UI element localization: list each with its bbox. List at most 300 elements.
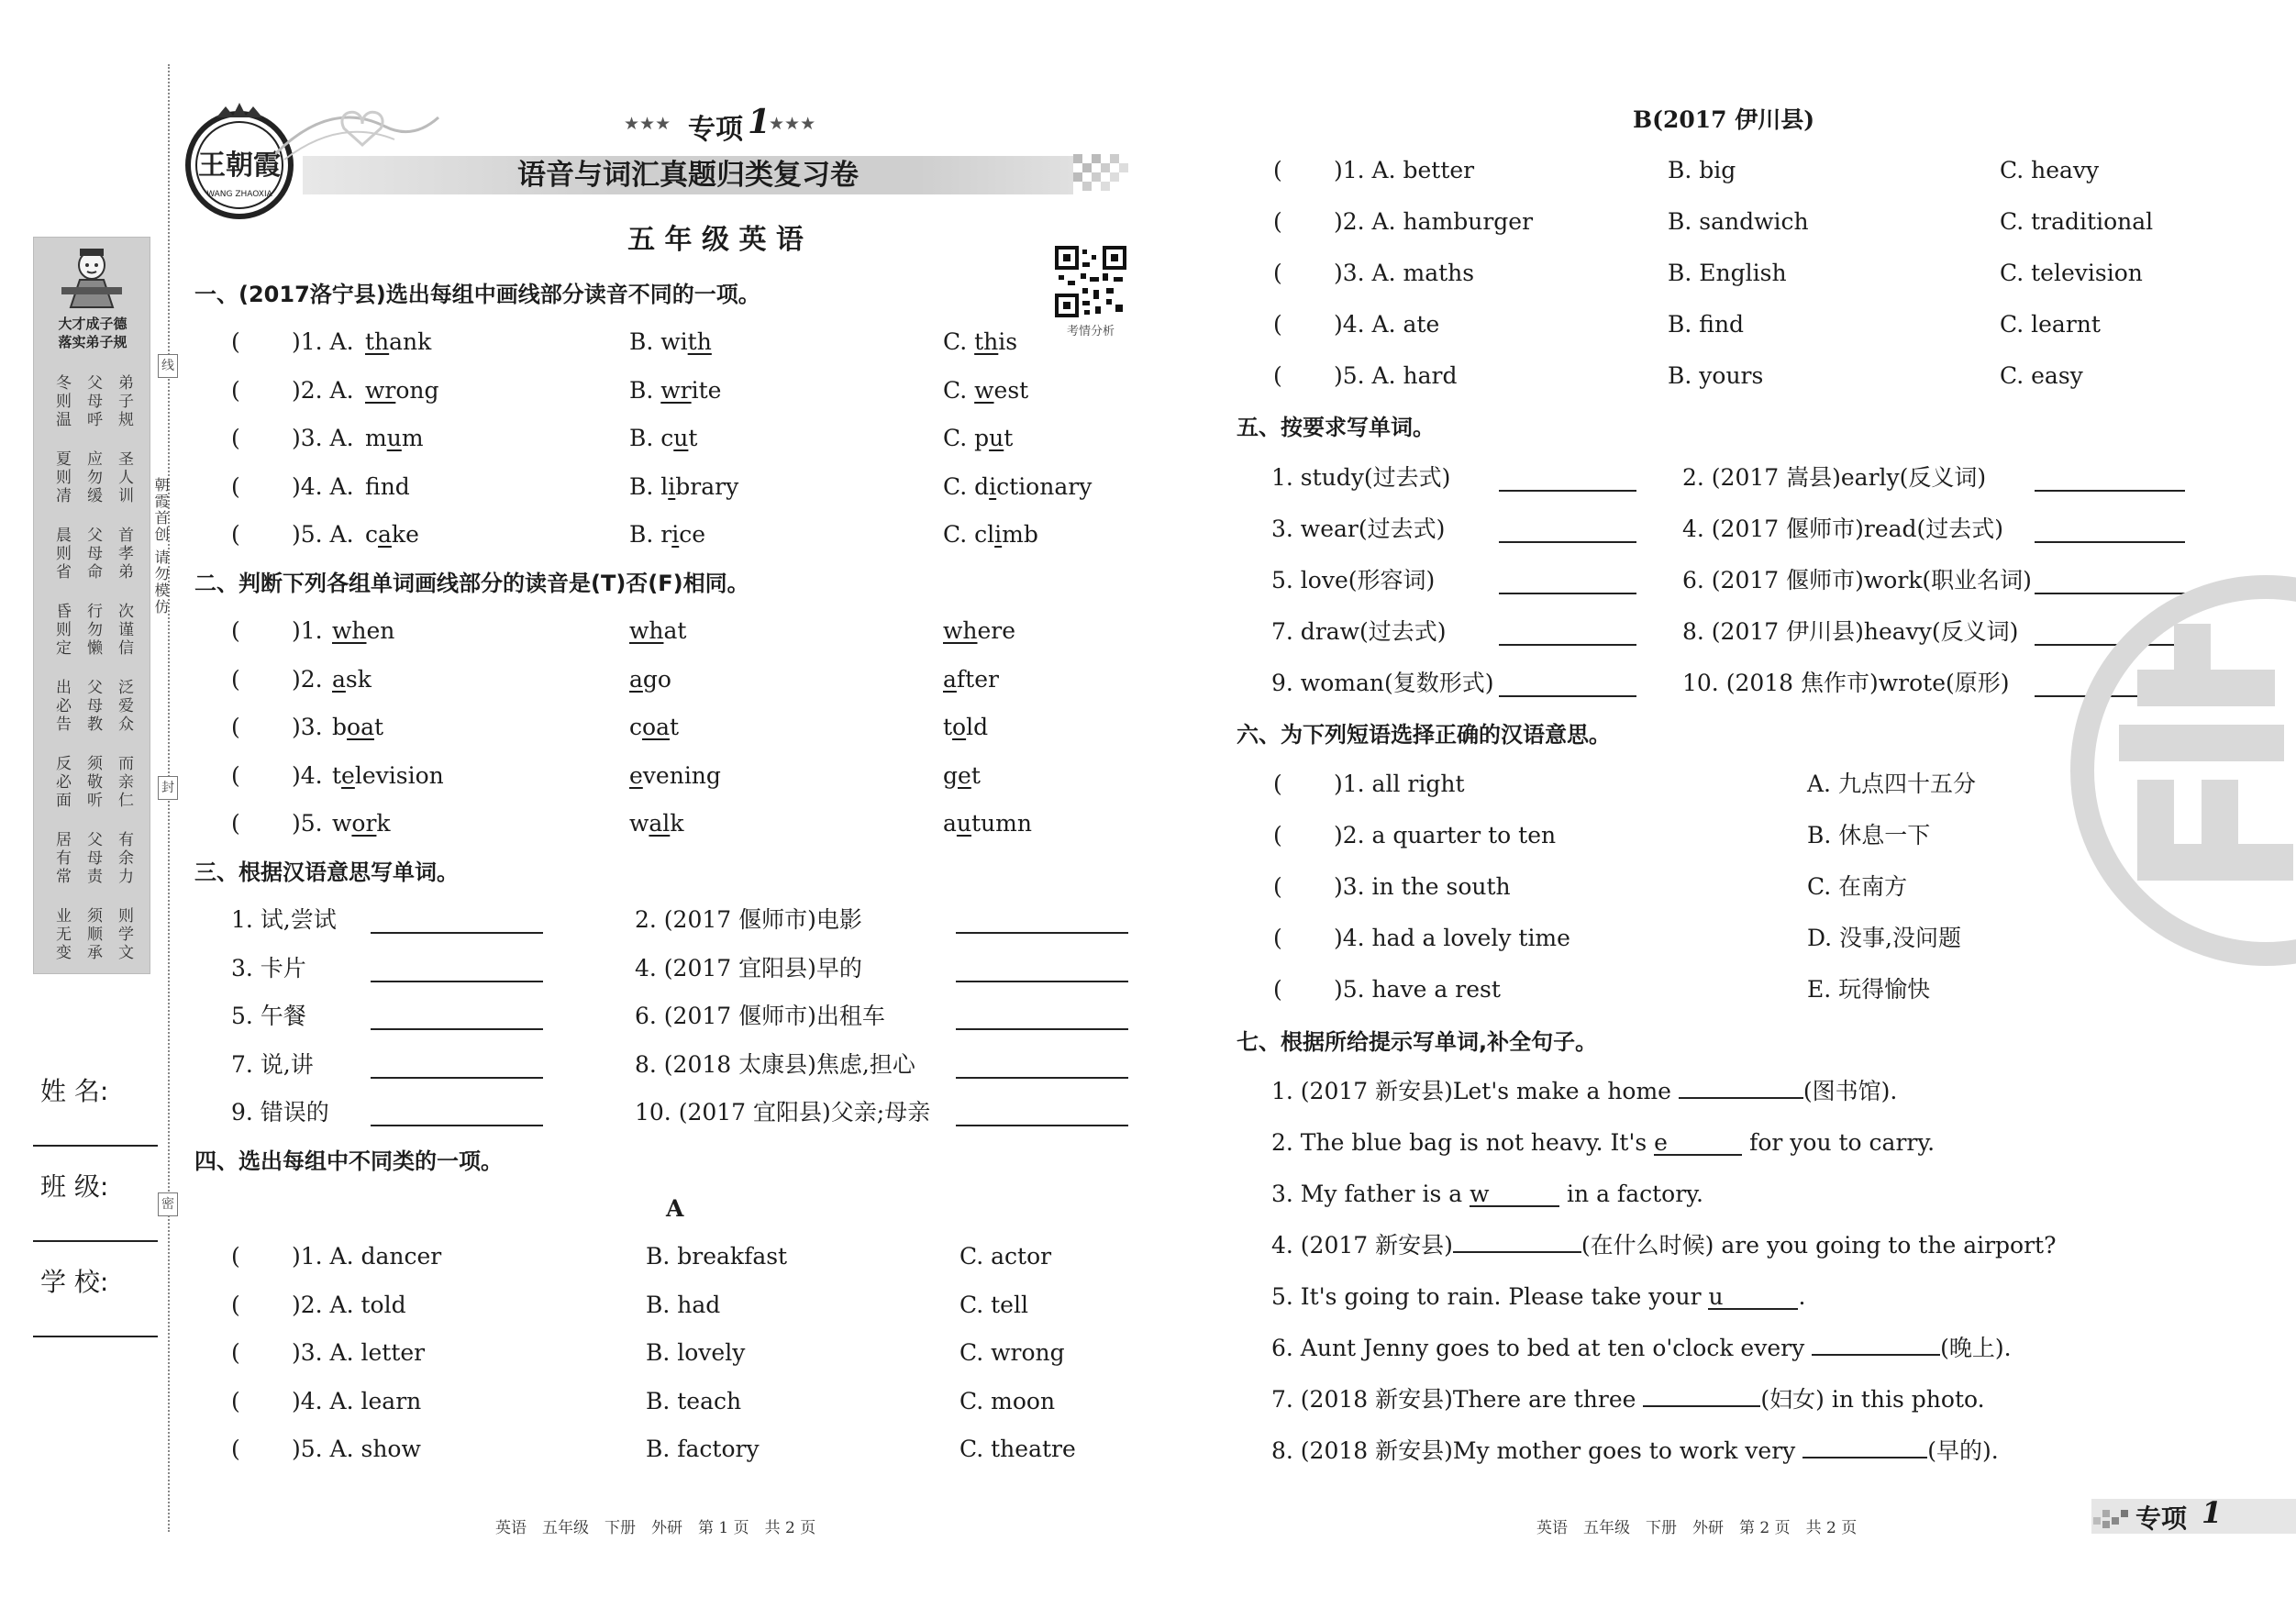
motto-col: 父母呼 [83,374,102,429]
footer-tab-label: 专项 [2135,1503,2188,1534]
prompt-right: 2. (2017 嵩县)early(反义词) [1682,464,1987,491]
header-stars-left: ★★★ [624,114,671,134]
item-option-a: )3. A. maths [1334,260,1475,286]
answer-blank[interactable] [1453,1251,1581,1253]
option-b: B. English [1668,260,1787,286]
answer-bracket[interactable]: ( [1273,771,1282,797]
prompt-right: 8. (2018 太康县)焦虑,担心 [635,1050,915,1078]
section-4-title: 四、选出每组中不同类的一项。 [194,1148,503,1174]
sentence-end: (早的). [1927,1437,1999,1464]
sentence-end: (晚上). [1940,1335,2012,1361]
answer-bracket[interactable]: ( [1273,157,1282,183]
word-2 [629,810,683,837]
prompt-right: 4. (2017 偃师市)read(过去式) [1682,516,2004,542]
item-number: )5. [292,810,323,837]
option-c [943,328,1017,356]
answer-bracket[interactable]: ( [231,761,240,789]
underlined-letters: wh [629,617,664,644]
section-5-title: 五、按要求写单词。 [1237,415,1435,440]
sentence [1271,1386,1985,1414]
sentence [1271,1078,1897,1105]
word-part: C. d [943,472,990,500]
item-option-a: )4. A. learn [292,1387,422,1414]
footer-tab-number: 1 [2202,1495,2223,1530]
word-part: C. p [943,425,990,451]
word-part: w [332,810,352,837]
section-7-title: 七、根据所给提示写单词,补全句子。 [1237,1029,1598,1055]
answer-bracket[interactable]: ( [231,425,240,451]
sentence-start: 2. The blue bag is not heavy. It's [1271,1129,1655,1156]
word-3 [943,810,1032,837]
motto-top-line-2: 落实弟子规 [58,334,128,350]
word-3 [943,617,1015,645]
option-c: C. heavy [2000,157,2100,183]
prompt-right: 2. (2017 偃师市)电影 [635,906,862,933]
word-part: f [365,472,381,500]
answer-bracket[interactable]: ( [1273,311,1282,338]
motto-col: 次谨信 [115,603,133,658]
logo-text: 王朝霞 [198,150,281,182]
underlined-letters: w [974,376,994,404]
item-number: )2. [292,665,323,693]
footer-right: 英语 五年级 下册 外研 第 2 页 共 2 页 [1536,1519,1858,1537]
school-label: 学 校: [40,1267,109,1297]
sentence-end: (图书馆). [1802,1078,1898,1104]
sentence-end: for you to carry. [1742,1129,1936,1156]
motto-col: 居有常 [52,831,71,886]
word-part: B. [629,376,661,404]
header-stars-right: ★★★ [769,114,816,134]
word-part: C. [943,328,975,355]
word-part: C. cl [943,521,995,548]
prompt-left: 1. study(过去式) [1271,464,1451,491]
answer-blank[interactable] [1499,695,1636,697]
option-a [365,425,424,452]
option-b: B. breakfast [646,1243,788,1270]
option-a [365,473,410,501]
word-part: C. [943,376,975,404]
underlined-letters: a [629,665,643,693]
motto-col: 出必告 [52,679,71,734]
sentence [1271,1129,1935,1157]
underlined-letters: e [958,761,971,789]
answer-bracket[interactable]: ( [231,1339,240,1366]
prompt-left: 9. woman(复数形式) [1271,670,1494,696]
item-number: )5. A. [292,521,354,548]
sentence-end: . [1798,1283,1806,1310]
answer-bracket[interactable]: ( [231,328,240,355]
answer-blank[interactable] [1499,541,1636,543]
answer-blank[interactable] [1499,490,1636,492]
sentence [1271,1283,1805,1311]
section-6-title: 六、为下列短语选择正确的汉语意思。 [1237,722,1611,748]
prompt-left: 5. love(形容词) [1271,567,1436,593]
word-part: ctionary [996,472,1093,500]
prompt-left: 3. 卡片 [231,954,306,981]
item-option-a: )5. A. show [292,1436,421,1462]
class-field[interactable] [33,1240,158,1242]
word-part: brary [675,472,739,500]
answer-blank[interactable] [1499,593,1636,594]
word-2 [629,666,671,693]
logo-pinyin: WANG ZHAOXIA [206,190,272,199]
meaning-option: A. 九点四十五分 [1807,771,1976,797]
word-3 [943,666,999,693]
answer-bracket[interactable]: ( [231,1291,240,1318]
prompt-left: 3. wear(过去式) [1271,516,1446,542]
item-number: )2. A. [292,376,354,404]
option-c: C. easy [2000,362,2083,389]
answer-blank[interactable] [371,1077,543,1079]
underlined-letters: u [956,810,972,837]
answer-blank[interactable] [956,1077,1128,1079]
part-a-label: A [666,1195,684,1222]
item-number: )1. A. [292,328,354,355]
answer-blank[interactable]: e [1654,1132,1742,1156]
item-number: )1. [292,617,323,644]
answer-bracket[interactable]: ( [1273,208,1282,235]
name-field[interactable] [33,1145,158,1147]
special-number: 1 [748,103,771,141]
word-part: levision [354,761,444,789]
answer-blank[interactable] [371,1125,543,1126]
prompt-right: 4. (2017 宜阳县)早的 [635,954,862,981]
motto-col: 弟子规 [115,374,133,429]
prompt-right: 10. (2018 焦作市)wrote(原形) [1682,670,2010,696]
underlined-letters: oa [642,714,670,740]
footer-left: 英语 五年级 下册 外研 第 1 页 共 2 页 [495,1519,816,1537]
answer-bracket[interactable]: ( [231,521,240,548]
motto-col: 昏则定 [52,603,71,658]
qr-caption: 考情分析 [1066,325,1115,338]
motto-col: 有余力 [115,831,133,886]
motto-col: 晨则省 [52,527,71,582]
word-1 [332,762,444,790]
answer-bracket[interactable]: ( [1273,362,1282,389]
heart-ribbon-icon [326,101,436,147]
answer-blank[interactable] [1643,1405,1760,1407]
answer-blank[interactable] [956,1125,1128,1126]
option-b: B. yours [1668,362,1764,389]
word-part: k [670,810,684,837]
option-b [629,425,697,452]
motto-col: 父母教 [83,679,102,734]
word-part: fter [956,665,999,693]
subject-title: 五 年 级 英 语 [627,224,804,256]
underlined-letters: e [341,761,355,789]
answer-bracket[interactable]: ( [1273,260,1282,286]
underlined-letters: i [994,521,1003,548]
underlined-letters: wr [660,376,692,404]
word-part: vening [642,761,721,789]
word-part: t [971,761,981,789]
answer-bracket[interactable]: ( [231,810,240,837]
sentence [1271,1437,1999,1465]
motto-columns [51,374,134,983]
name-label: 姓 名: [40,1076,109,1106]
word-part: t [373,714,384,740]
underlined-letters: u [989,425,1004,451]
motto-col: 反必面 [52,755,71,810]
option-c: C. television [2000,260,2143,286]
binding-mark-secret: 密 [158,1192,178,1216]
option-c [943,377,1028,405]
option-c [943,521,1038,549]
word-1 [332,666,372,693]
word-part: ere [977,617,1016,644]
word-part: m [401,425,424,451]
word-2 [629,714,679,741]
word-part: sk [345,665,372,693]
word-part: ce [679,521,706,548]
word-part: is [998,328,1018,355]
section-1-title: 一、(2017洛宁县)选出每组中画线部分读音不同的一项。 [194,282,760,307]
option-c [943,473,1092,501]
answer-blank[interactable] [1802,1457,1927,1458]
answer-bracket[interactable]: ( [231,714,240,740]
underlined-letters: i [668,472,676,500]
word-part: c [629,714,643,740]
option-b: B. had [646,1291,721,1318]
option-c: C. wrong [959,1339,1065,1366]
word-part: nd [380,472,410,500]
item-option-a: )2. A. hamburger [1334,208,1534,235]
underlined-letters: e [629,761,643,789]
word-part: ong [395,376,439,404]
word-part: mb [1002,521,1038,548]
motto-col: 须敬听 [83,755,102,810]
motto-col: 父母命 [83,527,102,582]
word-part: c [365,521,379,548]
prompt-left: 5. 午餐 [231,1003,306,1029]
binding-mark-seal: 封 [158,776,178,800]
prompt-left: 9. 错误的 [231,1099,329,1126]
answer-bracket[interactable]: ( [231,1243,240,1270]
answer-blank[interactable] [371,1028,543,1030]
option-b [629,473,738,501]
answer-bracket[interactable]: ( [231,617,240,644]
motto-col: 业无变 [52,907,71,962]
option-a [365,377,439,405]
word-part: t [332,761,342,789]
word-2 [629,617,686,645]
part-b-label: B(2017 伊川县) [1633,106,1815,133]
word-2 [629,762,721,790]
motto-col: 夏则凊 [52,450,71,505]
banner-title: 语音与词汇真题归类复习卷 [517,159,859,192]
motto-col: 圣人训 [115,450,133,505]
word-part: t [669,714,680,740]
option-b [629,377,721,405]
answer-bracket[interactable]: ( [231,376,240,404]
word-3 [943,762,981,790]
prompt-left: 7. 说,讲 [231,1050,314,1078]
word-part: tumn [971,810,1032,837]
answer-bracket[interactable]: ( [231,472,240,500]
underlined-letters: u [386,425,402,451]
option-c [943,425,1013,452]
meaning-option: E. 玩得愉快 [1807,976,1931,1003]
answer-blank[interactable] [1679,1097,1803,1099]
prompt-left: 7. draw(过去式) [1271,618,1447,645]
answer-blank[interactable] [2035,490,2185,492]
motto-col: 而亲仁 [115,755,133,810]
word-1 [332,714,383,741]
underlined-letters: i [671,521,680,548]
prompt-right: 8. (2017 伊川县)heavy(反义词) [1682,618,2019,645]
answer-blank[interactable]: u [1708,1286,1798,1310]
phrase: )4. had a lovely time [1334,925,1570,951]
answer-blank[interactable] [371,932,543,934]
binding-mark-line: 线 [158,354,178,378]
underlined-letters: th [687,328,712,355]
option-c: C. traditional [2000,208,2154,235]
motto-col: 父母责 [83,831,102,886]
word-part: ite [691,376,722,404]
answer-bracket[interactable]: ( [1273,822,1282,848]
answer-bracket[interactable]: ( [1273,873,1282,900]
word-part: en [366,617,395,644]
word-part: b [332,714,348,740]
option-b: B. big [1668,157,1736,183]
option-b: B. lovely [646,1339,746,1366]
word-part: B. c [629,425,674,451]
option-b [629,328,712,356]
word-part: ld [966,714,989,740]
school-field[interactable] [33,1336,158,1337]
answer-bracket[interactable]: ( [1273,925,1282,951]
word-part: B. wi [629,328,688,355]
word-1 [332,617,394,645]
item-number: )4. A. [292,472,354,500]
motto-top-line-1: 大才成子德 [58,316,128,332]
special-label: 专项 [688,114,743,146]
answer-blank[interactable] [956,932,1128,934]
sentence-end: in a factory. [1559,1181,1703,1207]
word-part: t [943,714,953,740]
item-option-a: )5. A. hard [1334,362,1458,389]
item-option-a: )1. A. better [1334,157,1475,183]
answer-blank[interactable] [371,981,543,982]
option-c: C. tell [959,1291,1028,1318]
section-3-title: 三、根据汉语意思写单词。 [194,859,459,885]
sentence-start: 4. (2017 新安县) [1271,1232,1453,1259]
sentence-start: 3. My father is a [1271,1181,1470,1207]
answer-bracket[interactable]: ( [231,1436,240,1462]
word-part: B. r [629,521,672,548]
answer-blank[interactable] [1499,644,1636,646]
prompt-left: 1. 试,尝试 [231,906,337,933]
option-c: C. theatre [959,1436,1076,1462]
sentence-start: 8. (2018 新安县)My mother goes to work very [1271,1437,1803,1464]
item-option-a: )1. A. dancer [292,1243,442,1270]
option-a [365,328,431,356]
tab-checker-decoration [2093,1504,2130,1532]
phrase: )1. all right [1334,771,1465,797]
qr-code[interactable] [1055,246,1126,317]
sentence [1271,1335,2012,1362]
prompt-right: 10. (2017 宜阳县)父亲;母亲 [635,1099,931,1126]
word-part: ank [389,328,432,355]
word-part: est [993,376,1029,404]
option-b: B. factory [646,1436,760,1462]
word-part: go [642,665,671,693]
underlined-letters: a [332,665,346,693]
option-c: C. actor [959,1243,1052,1270]
motto-col: 须顺承 [83,907,102,962]
underlined-letters: wr [365,376,396,404]
item-number: )4. [292,761,323,789]
answer-blank[interactable] [956,981,1128,982]
item-option-a: )4. A. ate [1334,311,1440,338]
word-part: B. l [629,472,669,500]
option-c: C. moon [959,1387,1056,1414]
sentence-start: 6. Aunt Jenny goes to bed at ten o'clock every [1271,1335,1813,1361]
item-option-a: )2. A. told [292,1291,406,1318]
prompt-right: 6. (2017 偃师市)work(职业名词) [1682,567,2032,593]
answer-blank[interactable] [956,1028,1128,1030]
sentence-start: 5. It's going to rain. Please take your [1271,1283,1709,1310]
sentence-end: (妇女) in this photo. [1760,1386,1985,1413]
option-b: B. teach [646,1387,742,1414]
answer-blank[interactable] [2035,541,2185,543]
word-part: m [365,425,387,451]
copyright-note: 朝霞首创 请勿模仿 [152,477,170,616]
sentence-start: 7. (2018 新安县)There are three [1271,1386,1644,1413]
answer-blank[interactable]: w [1470,1183,1559,1207]
phrase: )5. have a rest [1334,976,1501,1003]
word-part: at [663,617,687,644]
item-number: )3. [292,714,323,740]
sentence [1271,1181,1703,1208]
class-label: 班 级: [40,1171,109,1202]
answer-bracket[interactable]: ( [1273,976,1282,1003]
word-3 [943,714,988,741]
motto-col: 应勿缓 [83,450,102,505]
answer-bracket[interactable]: ( [231,1387,240,1414]
answer-bracket[interactable]: ( [231,665,240,693]
underlined-letters: or [351,810,377,837]
word-part: ke [391,521,419,548]
underlined-letters: wh [943,617,978,644]
section-2-title: 二、判断下列各组单词画线部分的读音是(T)否(F)相同。 [194,571,749,596]
underlined-letters: a [378,521,392,548]
sentence-end: (在什么时候) are you going to the airport? [1581,1232,2057,1259]
option-b: B. find [1668,311,1745,338]
word-part: a [943,810,957,837]
underlined-letters: al [649,810,671,837]
underlined-letters: th [974,328,999,355]
meaning-option: B. 休息一下 [1807,822,1931,848]
meaning-option: D. 没事,没问题 [1807,925,1961,951]
underlined-letters: i [989,472,997,500]
option-b [629,521,705,549]
answer-blank[interactable] [1812,1354,1940,1356]
word-part: t [1004,425,1014,451]
word-part: k [376,810,391,837]
secret-watermark-icon [2036,569,2296,972]
item-number: )3. A. [292,425,354,451]
motto-col: 行勿懒 [83,603,102,658]
underlined-letters: th [365,328,390,355]
sentence-start: 1. (2017 新安县)Let's make a home [1271,1078,1679,1104]
word-part: t [688,425,698,451]
underlined-letters: oa [347,714,374,740]
word-part: w [629,810,649,837]
scholar-figure-icon [60,243,124,309]
option-c: C. learnt [2000,311,2101,338]
option-b: B. sandwich [1668,208,1809,235]
